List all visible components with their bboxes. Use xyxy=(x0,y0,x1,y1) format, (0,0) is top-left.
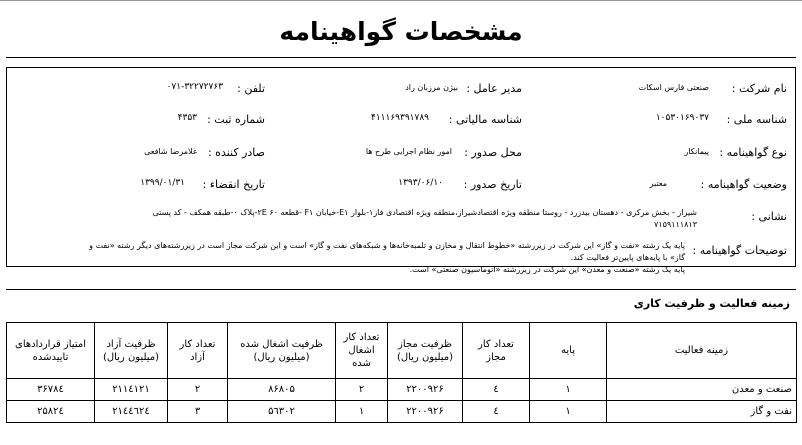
national-id-label: شناسه ملی : xyxy=(726,113,787,126)
company-name-value: صنعتی فارس اسکات xyxy=(638,83,709,92)
cell-contract-score: ۲۵۸۲٤ xyxy=(7,401,95,423)
cell-contract-score: ۳۶۷۸٤ xyxy=(7,379,95,401)
description-text xyxy=(85,240,685,276)
title-divider xyxy=(6,57,796,58)
status-label: وضعیت گواهینامه : xyxy=(700,178,787,191)
expiry-label: تاریخ انقضاء : xyxy=(202,178,265,191)
company-name-label: نام شرکت : xyxy=(731,82,787,95)
activity-table xyxy=(6,322,797,423)
description-line-1: پایه یک رشته «نفت و گاز» این شرکت در زیررشته «خطوط انتقال و مخازن و تلمبه‌خانه‌ها و شبکه‌های نفت و گاز» است و این شرکت مجاز است در زیررشته‌های دیگر رشته «نفت و گاز» با پایه‌های پایین‌تر فعالیت کند. xyxy=(89,241,685,262)
cell-field: نفت و گاز xyxy=(607,401,797,423)
issue-date-value: ۱۳۹۳/۰۶/۱۰ xyxy=(398,178,443,188)
phone-value: ۰۷۱-۳۲۲۷۲۷۶۳ xyxy=(166,82,223,92)
issue-place-value: امور نظام اجرایی طرح ها xyxy=(365,147,452,156)
phone-label: تلفن : xyxy=(237,82,265,95)
cell-allowed-count: ٤ xyxy=(463,401,530,423)
cell-allowed-capacity: ۲۲۰۰۹۲۶ xyxy=(388,401,463,423)
tax-id-value: ۴۱۱۱۶۹۳۹۱۷۸۹ xyxy=(370,113,429,123)
description-line-2: پایه یک رشته «صنعت و معدن» این شرکت در زیررشته «اتوماسیون صنعتی» است. xyxy=(409,265,685,274)
table-row xyxy=(7,401,797,423)
top-border-line xyxy=(0,0,802,1)
cell-free-count: ۳ xyxy=(168,401,228,423)
issue-date-label: تاریخ صدور : xyxy=(463,178,522,191)
col-header-contract-score: امتیاز قراردادهای تاییدشده xyxy=(7,323,95,379)
manager-value: بیژن مرزبان راد xyxy=(405,83,458,92)
table-row xyxy=(7,379,797,401)
issue-place-label: محل صدور : xyxy=(464,146,522,159)
cell-free-capacity: ۲۱٤٤٦۲٤ xyxy=(95,401,168,423)
section-divider xyxy=(6,289,796,290)
certificate-info-box xyxy=(6,67,796,274)
issuer-label: صادر کننده : xyxy=(207,146,265,159)
table-header-row xyxy=(7,323,797,379)
cert-type-value: پیمانکار xyxy=(684,147,709,156)
cell-allowed-capacity: ۲۲۰۰۹۲۶ xyxy=(388,379,463,401)
cell-occupied-count: ۲ xyxy=(336,379,388,401)
national-id-value: ۱۰۵۳۰۱۶۹۰۳۷ xyxy=(655,113,709,123)
cell-free-capacity: ۲۱۱٤۱۲۱ xyxy=(95,379,168,401)
col-header-free-count: تعداد کار آزاد xyxy=(168,323,228,379)
cell-occupied-capacity: ۸۶۸۰۵ xyxy=(228,379,336,401)
cert-type-label: نوع گواهینامه : xyxy=(719,146,787,159)
reg-no-value: ۴۳۵۳ xyxy=(177,113,197,123)
tax-id-label: شناسه مالیاتی : xyxy=(448,113,522,126)
issuer-value: غلامرضا شافعی xyxy=(144,147,197,156)
cell-occupied-capacity: ۵٦۳۰۲ xyxy=(228,401,336,423)
col-header-field: زمینه فعالیت xyxy=(607,323,797,379)
expiry-value: ۱۳۹۹/۰۱/۳۱ xyxy=(140,178,185,188)
reg-no-label: شماره ثبت : xyxy=(207,113,265,126)
col-header-allowed-count: تعداد کار مجاز xyxy=(463,323,530,379)
col-header-allowed-capacity: ظرفیت مجاز (میلیون ریال) xyxy=(388,323,463,379)
activity-section-title: زمینه فعالیت و ظرفیت کاری xyxy=(633,297,790,310)
cell-grade: ۱ xyxy=(530,379,607,401)
cell-allowed-count: ٤ xyxy=(463,379,530,401)
col-header-occupied-capacity: ظرفیت اشغال شده (میلیون ریال) xyxy=(228,323,336,379)
page-title: مشخصات گواهینامه xyxy=(279,17,523,46)
col-header-grade: پایه xyxy=(530,323,607,379)
cell-field: صنعت و معدن xyxy=(607,379,797,401)
cell-grade: ۱ xyxy=(530,401,607,423)
description-label: توضیحات گواهینامه : xyxy=(692,244,787,257)
status-value: معتبر xyxy=(649,179,667,188)
col-header-free-capacity: ظرفیت آزاد (میلیون ریال) xyxy=(95,323,168,379)
cell-free-count: ۲ xyxy=(168,379,228,401)
address-value: شیراز - بخش مرکزی - دهستان بیدزرد - روستا منطقه ویژه اقتصادشیراز،منطقه ویژه اقتصادی فاز۱-بلوار E۱-خیابان F۱ -قطعه ۶۰ ۲E-پلاک ۰-طبقه همکف - کد پستی ۷۱۵۹۱۱۱۸۱۳ xyxy=(152,208,697,229)
cell-occupied-count: ۱ xyxy=(336,401,388,423)
manager-label: مدیر عامل : xyxy=(466,82,522,95)
address-label: نشانی : xyxy=(751,210,787,223)
col-header-occupied-count: تعداد کار اشغال شده xyxy=(336,323,388,379)
